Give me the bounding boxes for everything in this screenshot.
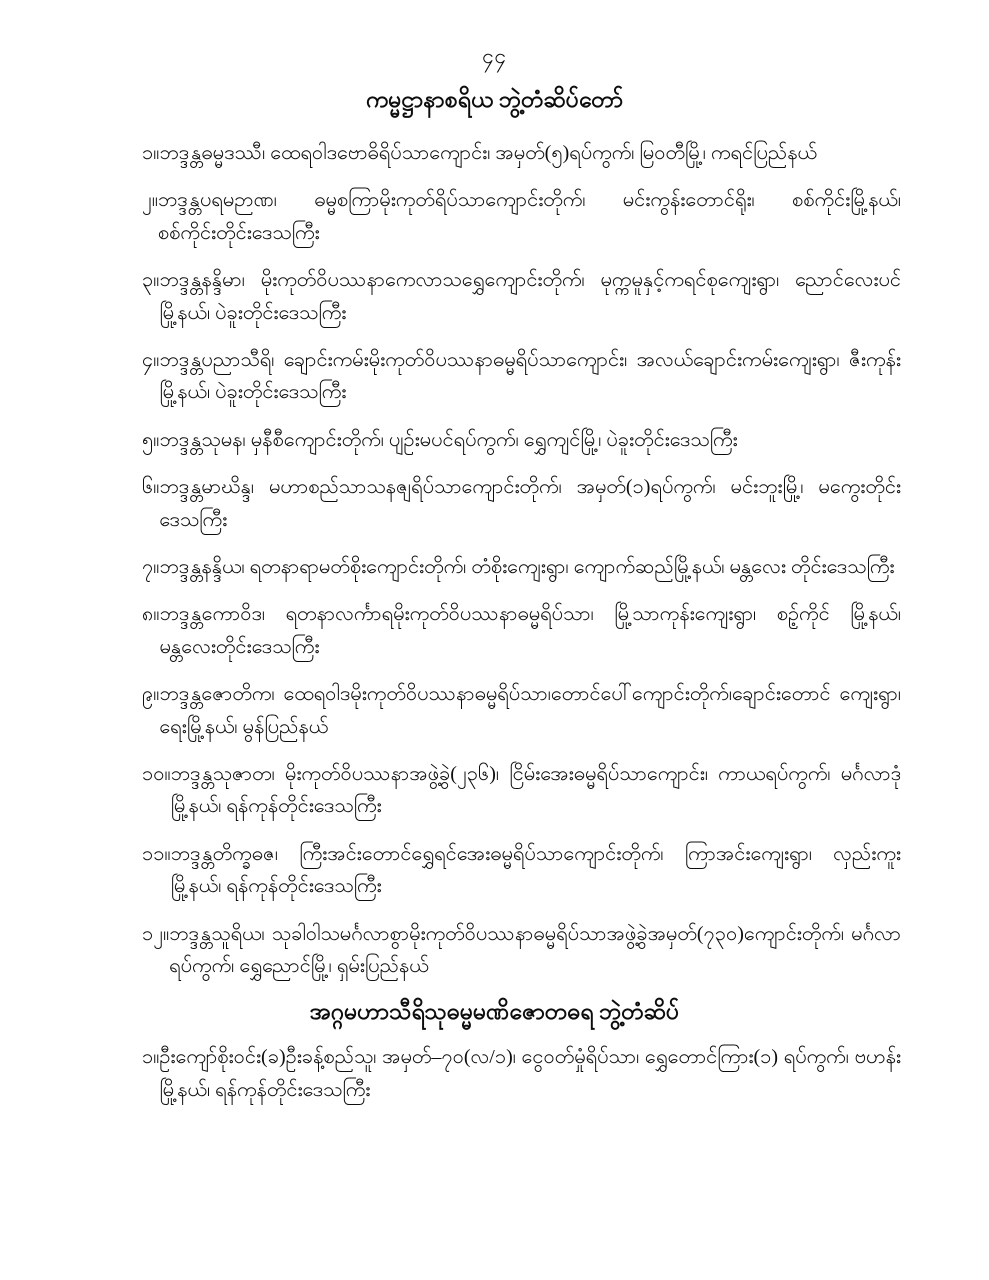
entry-list-1 <box>84 137 905 982</box>
section-title-2: အဂ္ဂမဟာသီရိသုဓမ္မမဏိဇောတဓရ ဘွဲ့တံဆိပ် <box>309 999 680 1025</box>
entry-number: ၁၂။ <box>142 922 170 945</box>
entry-text: ဘဒ္ဒန္တတိက္ခဓဇ၊ ကြီးအင်းတောင်ရွှေရင်အေးဓမ္မရိပ်သာကျောင်းတိုက်၊ ကြာအင်းကျေးရွာ၊ လှည်းကူးမြို့နယ်၊ ရန်ကုန်တိုင်းဒေသကြီး <box>170 842 901 898</box>
list-item <box>84 838 905 903</box>
entry-number: ၁။ <box>142 1046 160 1069</box>
list-item <box>84 344 905 409</box>
list-item <box>84 598 905 663</box>
entry-text: ဘဒ္ဒန္တပညာသီရိ၊ ချောင်းကမ်းမိုးကုတ်ဝိပဿနာဓမ္မရိပ်သာကျောင်း၊ အလယ်ချောင်းကမ်းကျေးရွာ၊ ဇီးကုန်းမြို့နယ်၊ ပဲခူးတိုင်းဒေသကြီး <box>159 349 901 404</box>
list-item <box>84 758 905 823</box>
entry-text: ဦးကျော်စိုးဝင်း(ခ)ဦးခန့်စည်သူ၊ အမှတ်–၇၀(လ/၁)၊ ငွေဝတ်မှုံရိပ်သာ၊ ရွှေတောင်ကြား(၁) ရပ်ကွက်၊ ဗဟန်းမြို့နယ်၊ ရန်ကုန်တိုင်းဒေသကြီး <box>159 1046 901 1101</box>
list-item <box>84 184 905 249</box>
entry-text: ဘဒ္ဒန္တနန္ဒိယ၊ ရတနာရာမတ်စိုးကျောင်းတိုက်၊ တံစိုးကျေးရွာ၊ ကျောက်ဆည်မြို့နယ်၊ မန္တလေး တိုင်းဒေသကြီး <box>159 555 895 578</box>
entry-number: ၂။ <box>142 189 158 212</box>
entry-number: ၇။ <box>142 555 160 578</box>
entry-text: ဘဒ္ဒန္တသူရိယ၊ သုခါဝါသမင်္ဂလာစွာမိုးကုတ်ဝိပဿနာဓမ္မရိပ်သာအဖွဲ့ခွဲအမှတ်(၇၃၀)ကျောင်းတိုက်၊ မင်္ဂလာရပ်ကွက်၊ ရွှေညောင်မြို့၊ ရှမ်းပြည်နယ် <box>169 922 901 977</box>
entry-text: ဘဒ္ဒန္တဓမ္မဒဿီ၊ ထေရဝါဒဗောဓိရိပ်သာကျောင်း၊ အမှတ်(၅)ရပ်ကွက်၊ မြဝတီမြို့၊ ကရင်ပြည်နယ် <box>159 142 817 165</box>
list-item <box>84 471 905 536</box>
entry-text: ဘဒ္ဒန္တနန္ဒိမာ၊ မိုးကုတ်ဝိပဿနာကေလာသရွှေကျောင်းတိုက်၊ မုက္ကမူနှင့်ကရင်စုကျေးရွာ၊ ညောင်လေးပင်မြို့နယ်၊ ပဲခူးတိုင်းဒေသကြီး <box>159 269 901 324</box>
entry-text: ဘဒ္ဒန္တကောဝိဒ၊ ရတနာလင်္ကာရမိုးကုတ်ဝိပဿနာဓမ္မရိပ်သာ၊ မြို့သာကုန်းကျေးရွာ၊ စဉ့်ကိုင် မြို့နယ်၊ မန္တလေးတိုင်းဒေသကြီး <box>159 603 901 658</box>
entry-text: ဘဒ္ဒန္တသုမန၊ မှနီစီကျောင်းတိုက်၊ ပျဉ်းမပင်ရပ်ကွက်၊ ရွှေကျင်မြို့၊ ပဲခူးတိုင်းဒေသကြီး <box>159 428 738 451</box>
entry-text: ဘဒ္ဒန္တသုဇာတ၊ မိုးကုတ်ဝိပဿနာအဖွဲ့ခွဲ(၂၃၆)၊ ငြိမ်းအေးဓမ္မရိပ်သာကျောင်း၊ ကာယရပ်ကွက်၊ မင်္ဂလာဒုံမြို့နယ်၊ ရန်ကုန်တိုင်းဒေသကြီး <box>170 762 901 818</box>
entry-number: ၆။ <box>142 476 160 499</box>
entry-list-2 <box>84 1041 905 1106</box>
entry-number: ၁၁။ <box>142 842 171 865</box>
entry-number: ၃။ <box>142 269 160 292</box>
entry-text: ဘဒ္ဒန္တပရမဉာဏ၊ ဓမ္မစကြာမိုးကုတ်ရိပ်သာကျောင်းတိုက်၊ မင်းကွန်းတောင်ရိုး၊ စစ်ကိုင်းမြို့နယ်၊ စစ်ကိုင်းတိုင်းဒေသကြီး <box>157 189 901 244</box>
entry-number: ၈။ <box>142 603 160 626</box>
page-number: ၄၄ <box>482 44 507 68</box>
list-item <box>84 137 905 169</box>
entry-text: ဘဒ္ဒန္တမာဃိန္ဒ၊ မဟာစည်သာသနဇျရိပ်သာကျောင်းတိုက်၊ အမှတ်(၁)ရပ်ကွက်၊ မင်းဘူးမြို့၊ မကွေးတိုင်းဒေသကြီး <box>159 476 901 531</box>
list-item <box>84 678 905 743</box>
entry-text: ဘဒ္ဒန္တဇောတိက၊ ထေရဝါဒမိုးကုတ်ဝိပဿနာဓမ္မရိပ်သာ၊တောင်ပေါ်ကျောင်းတိုက်၊ချောင်းတောင် ကျေးရွာ၊ ရေးမြို့နယ်၊ မွန်ပြည်နယ် <box>159 683 901 738</box>
list-item <box>84 551 905 583</box>
entry-number: ၄။ <box>142 349 160 372</box>
entry-number: ၉။ <box>142 683 160 706</box>
section-title-1: ကမ္မဋ္ဌာနာစရိယ ဘွဲ့တံဆိပ်တော် <box>365 87 624 113</box>
entry-number: ၅။ <box>142 428 160 451</box>
list-item <box>84 264 905 329</box>
list-item <box>84 1041 905 1106</box>
list-item <box>84 918 905 983</box>
entry-number: ၁။ <box>142 142 160 165</box>
list-item <box>84 424 905 456</box>
entry-number: ၁၀။ <box>142 762 171 785</box>
